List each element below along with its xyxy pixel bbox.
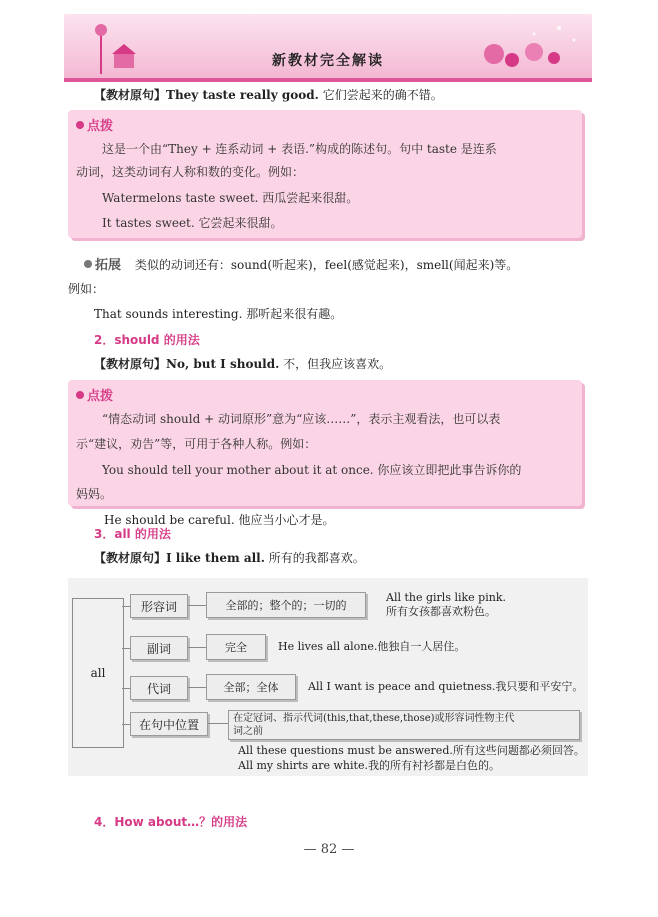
header-title: 新教材完全解读 [272, 53, 384, 69]
diagram-pos-box [130, 712, 208, 736]
diagram-example: All my shirts are white.我的所有衬衫都是白色的。 [238, 759, 500, 772]
source-sentence-1 [94, 86, 443, 104]
connector-line [188, 605, 206, 606]
connector-line [208, 723, 228, 724]
diagram-example: He lives all alone.他独自一人居住。 [278, 640, 466, 653]
header-rule [64, 78, 592, 82]
diagram-meaning-label: 在定冠词、指示代词(this,that,these,those)或形容词性物主代 [233, 713, 515, 724]
all-usage-diagram [68, 578, 588, 776]
diagram-pos-label: 形容词 [140, 599, 177, 614]
source-sentence-3 [94, 549, 365, 567]
diagram-pos-label: 在句中位置 [138, 717, 199, 732]
section-title-all: 3．all 的用法 [94, 527, 171, 541]
tip-bullet-icon [76, 121, 84, 129]
source-label: 【教材原句】 [94, 551, 167, 565]
source-chinese: 它们尝起来的确不错。 [322, 88, 443, 102]
diagram-meaning-box [228, 710, 580, 740]
page-header [64, 14, 592, 80]
diagram-pos-label: 代词 [146, 681, 171, 696]
connector-line [188, 647, 206, 648]
tip-example: Watermelons taste sweet. 西瓜尝起来很甜。 [102, 191, 359, 205]
extension-bullet-icon [84, 260, 92, 268]
diagram-meaning-label: 完全 [225, 641, 247, 654]
extension-line [84, 256, 518, 275]
connector-line [188, 687, 206, 688]
tip-line: 这是一个由“They + 连系动词 + 表语.”构成的陈述句。句中 taste 是连系 [102, 142, 497, 156]
diagram-pos-box [130, 676, 188, 700]
connector-line [122, 648, 130, 649]
tip-box-2 [68, 380, 582, 506]
connector-line [122, 688, 130, 689]
diagram-meaning-label: 全部的；整个的；一切的 [225, 599, 347, 612]
extension-example: That sounds interesting. 那听起来很有趣。 [94, 307, 343, 321]
diagram-pos-label: 副词 [146, 641, 171, 656]
connector-line [122, 724, 130, 725]
tip-box-1 [68, 110, 582, 238]
diagram-meaning-label: 全部；全体 [223, 681, 279, 694]
source-label: 【教材原句】 [94, 357, 167, 371]
diagram-meaning-label: 词之前 [233, 726, 263, 737]
tip-example-overflow: He should be careful. 他应当小心才是。 [104, 513, 335, 527]
connector-line [122, 606, 130, 607]
source-sentence-2 [94, 355, 391, 373]
diagram-meaning-box [206, 674, 296, 700]
tip-label: 点拨 [76, 385, 113, 404]
tip-line: 动词，这类动词有人称和数的变化。例如： [76, 165, 305, 179]
diagram-example: All I want is peace and quietness.我只要和平安宁。 [308, 680, 584, 693]
header-ornament [64, 14, 592, 80]
tip-line: 示“建议，劝告”等，可用于各种人称。例如： [76, 437, 317, 451]
tip-label: 点拨 [76, 115, 113, 134]
diagram-pos-box [130, 636, 188, 660]
extension-line-2: 例如： [68, 282, 105, 296]
diagram-pos-box [130, 594, 188, 618]
source-english: No, but I should. [166, 357, 280, 371]
tip-example: 妈妈。 [76, 487, 113, 501]
diagram-example: All these questions must be answered.所有这些问题都必须回答。 [238, 744, 585, 757]
diagram-meaning-box [206, 634, 266, 660]
diagram-meaning-box [206, 592, 366, 618]
source-label: 【教材原句】 [94, 88, 167, 102]
source-chinese: 不，但我应该喜欢。 [283, 357, 392, 371]
diagram-example: 所有女孩都喜欢粉色。 [386, 605, 496, 618]
tip-bullet-icon [76, 391, 84, 399]
section-title-how-about: 4．How about…？的用法 [94, 815, 248, 829]
source-chinese: 所有的我都喜欢。 [268, 551, 365, 565]
tip-line: “情态动词 should + 动词原形”意为“应该……”，表示主观看法，也可以表 [102, 412, 501, 426]
extension-text: 类似的动词还有：sound(听起来)，feel(感觉起来)，smell(闻起来)等。 [134, 258, 519, 272]
diagram-example: All the girls like pink. [386, 591, 506, 604]
tip-example: It tastes sweet. 它尝起来很甜。 [102, 216, 283, 230]
diagram-root-label: all [90, 666, 106, 680]
section-title-should: 2．should 的用法 [94, 333, 200, 347]
source-english: I like them all. [166, 551, 265, 565]
tip-example: You should tell your mother about it at once. 你应该立即把此事告诉你的 [102, 463, 522, 477]
diagram-root-box [72, 598, 124, 748]
header-decoration [64, 14, 592, 80]
page-number: — 82 — [303, 842, 355, 857]
extension-label: 拓展 [84, 258, 121, 273]
source-english: They taste really good. [166, 88, 319, 102]
